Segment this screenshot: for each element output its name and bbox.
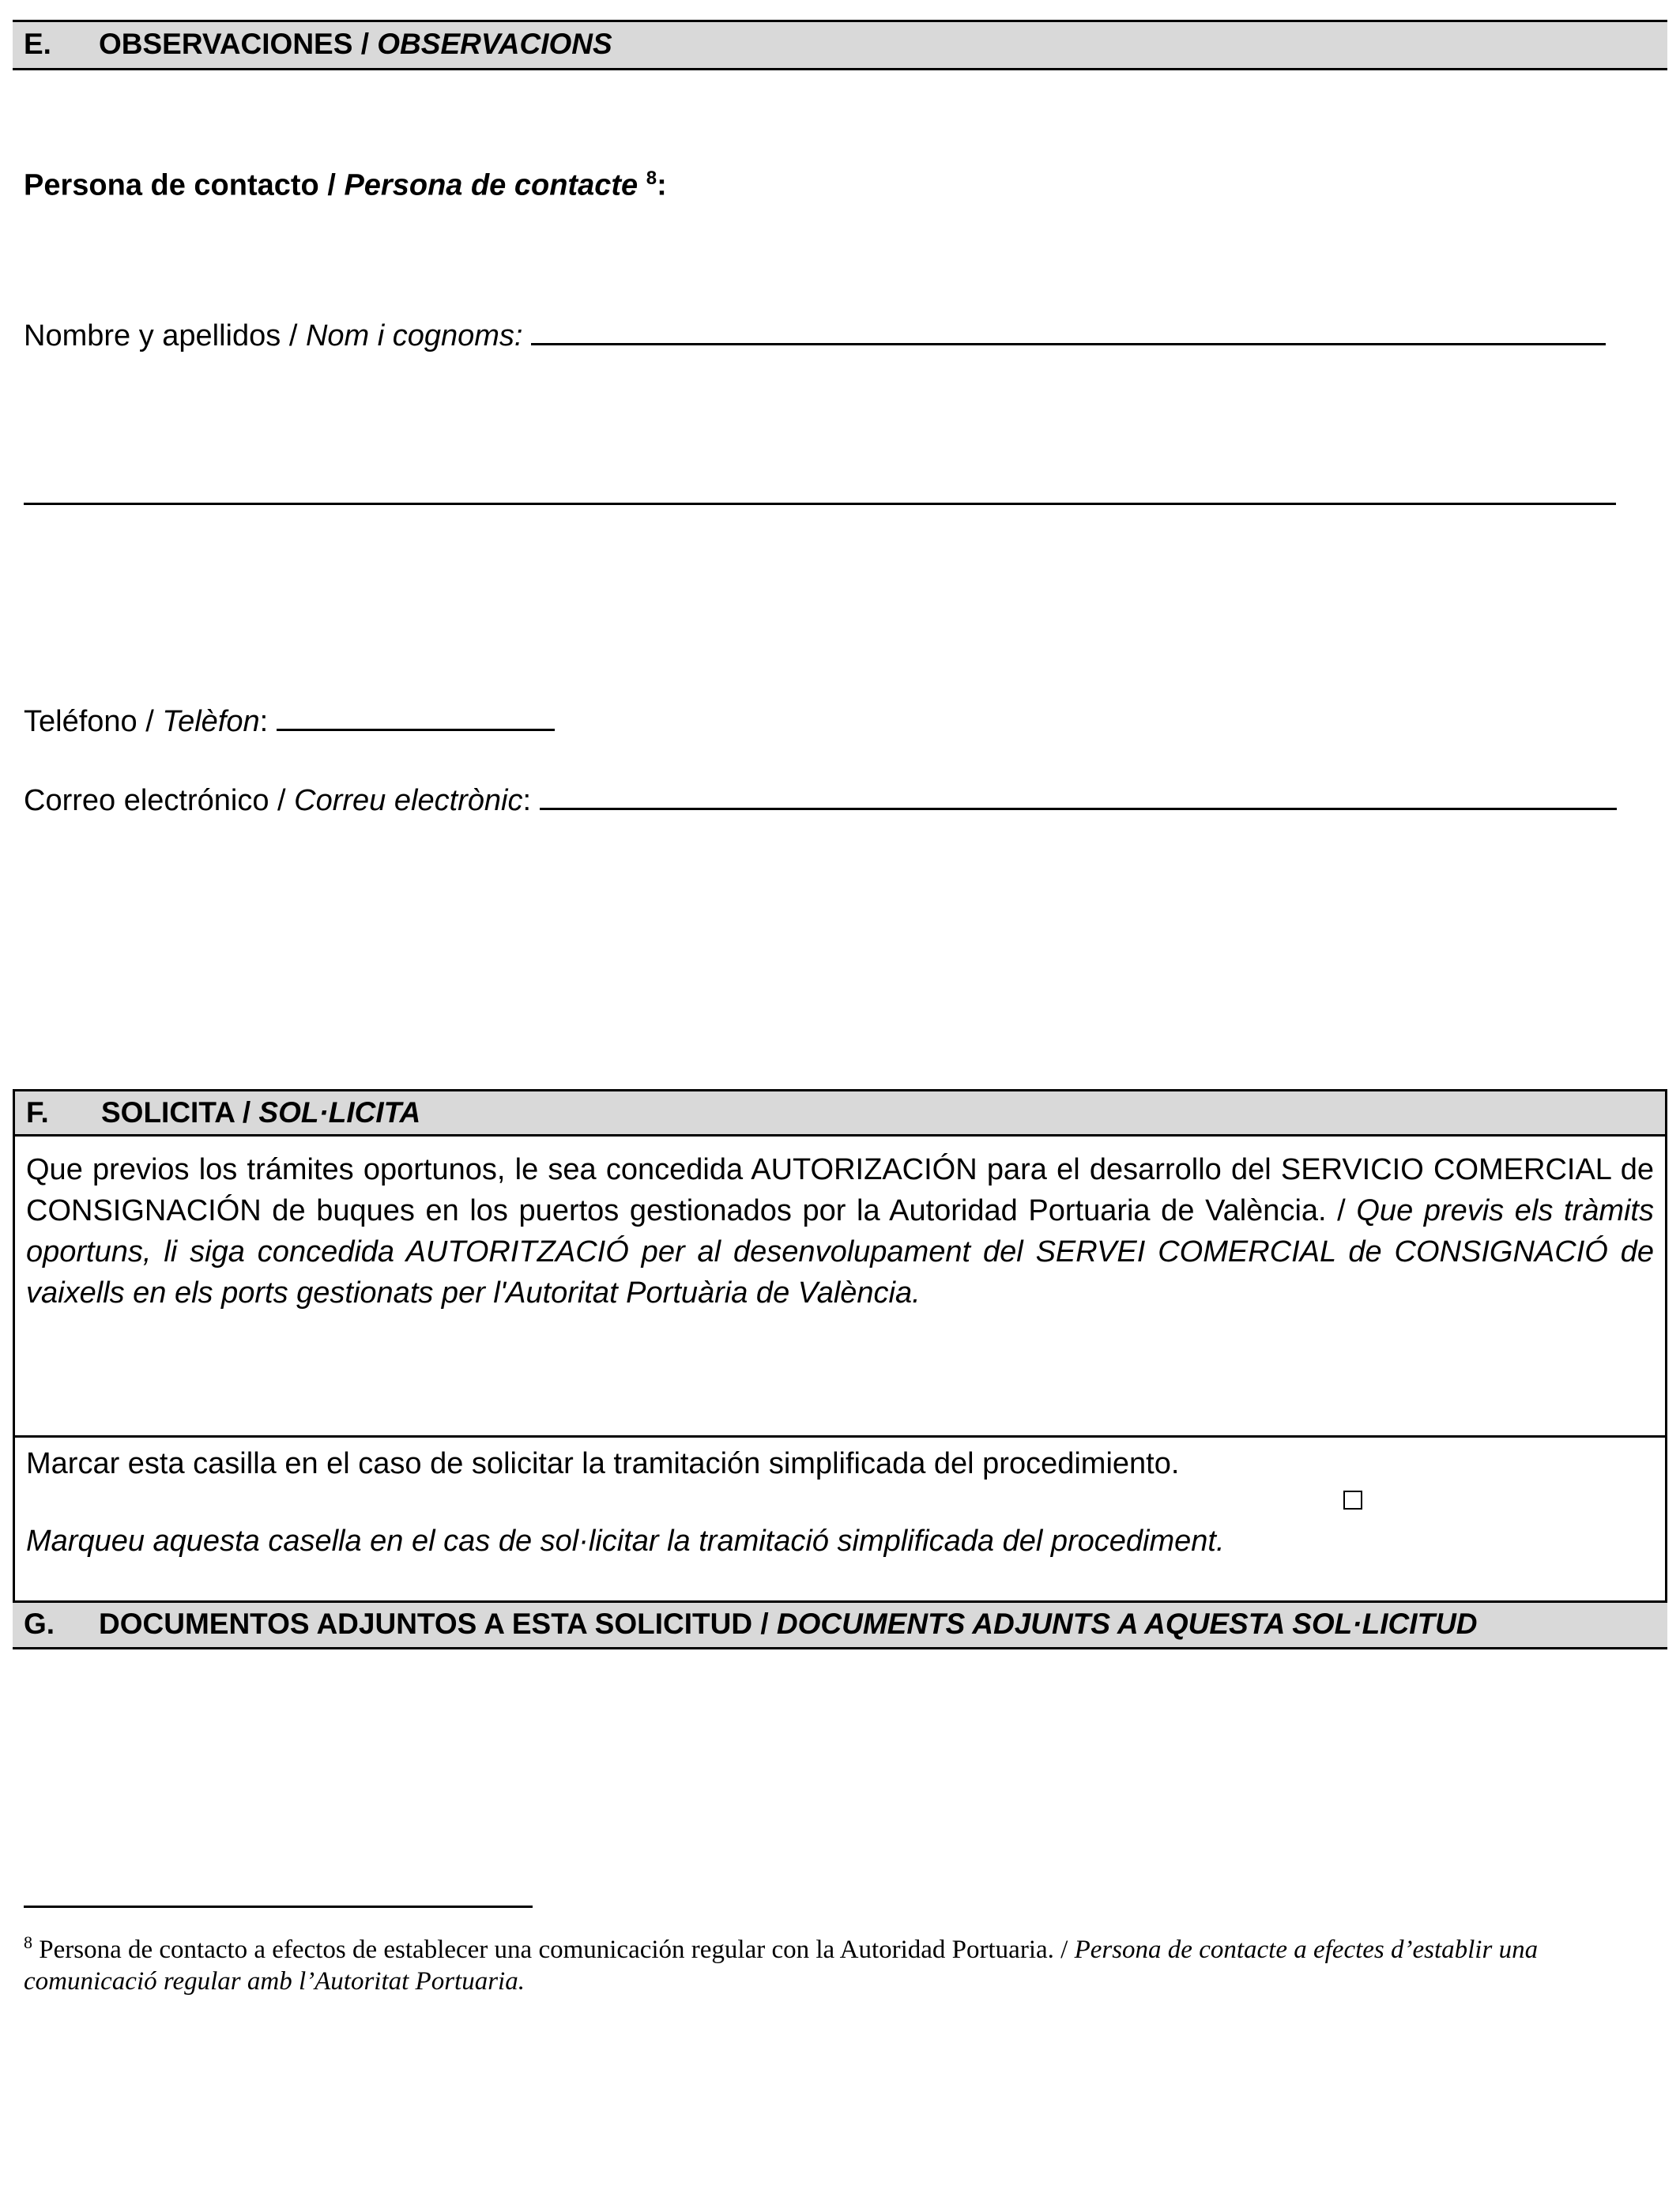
section-f-title: SOLICITA /	[101, 1096, 259, 1129]
phone-input[interactable]	[277, 702, 555, 731]
contact-heading-es: Persona de contacto /	[24, 168, 345, 202]
footnote	[24, 1927, 1652, 1997]
phone-field-row	[24, 702, 555, 739]
name-field-row	[24, 316, 1606, 353]
footnote-separator	[24, 1906, 533, 1908]
footnote-ref: 8	[646, 168, 657, 189]
request-text-va: Que previs els tràmits oportuns, li siga concedida AUTORITZACIÓ per al desenvolupament del SERVEI COMERCIAL de CONSIGNACIÓ de vaixells en els ports gestionats per l'Autoritat Portuària de València.	[26, 1194, 1654, 1310]
request-paragraph	[26, 1149, 1654, 1314]
section-g-letter: G.	[24, 1608, 55, 1640]
footnote-number: 8	[24, 1932, 32, 1952]
name-label: Nombre y apellidos /	[24, 319, 306, 352]
footnote-text-va: Persona de contacte a efectes d’establir una comunicació regular amb l’Autoritat Portuaria.	[24, 1936, 1539, 1996]
name-input-continuation-line[interactable]	[24, 503, 1616, 505]
section-e-title-valencian: OBSERVACIONS	[377, 28, 612, 60]
section-e-title: OBSERVACIONES /	[99, 28, 378, 60]
phone-label-va: Telèfon	[162, 705, 260, 738]
email-label-va: Correu electrònic	[294, 784, 523, 817]
section-g-header	[13, 1600, 1667, 1649]
email-field-row	[24, 781, 1617, 818]
contact-heading-va: Persona de contacte	[344, 168, 646, 202]
simplified-procedure-es: Marcar esta casilla en el caso de solicitar la tramitación simplificada del procedimiento.	[26, 1447, 1180, 1480]
simplified-procedure-va-text: Marqueu aquesta casella en el cas de sol·licitar la tramitació simplificada del procediment.	[26, 1525, 1225, 1558]
section-f-divider	[15, 1435, 1665, 1438]
phone-label-colon: :	[259, 705, 269, 738]
section-f-letter: F.	[26, 1096, 49, 1129]
contact-heading	[24, 161, 667, 203]
section-f-box	[13, 1089, 1667, 1603]
name-label-va: Nom i cognoms:	[305, 319, 523, 352]
section-e-header	[13, 20, 1667, 70]
phone-label: Teléfono /	[24, 705, 163, 738]
section-g-title-valencian: DOCUMENTS ADJUNTS A AQUESTA SOL·LICITUD	[776, 1608, 1478, 1640]
request-text-es: Que previos los trámites oportunos, le sea concedida AUTORIZACIÓN para el desarrollo del SERVICIO COMERCIAL de CONSIGNACIÓN de buques en los puertos gestionados por la Autoridad Portuaria de València. /	[26, 1153, 1654, 1227]
email-input[interactable]	[540, 781, 1617, 810]
footnote-text-es: Persona de contacto a efectos de establecer una comunicación regular con la Autoridad Portuaria. /	[32, 1936, 1075, 1964]
contact-heading-colon: :	[657, 168, 667, 202]
email-label: Correo electrónico /	[24, 784, 295, 817]
email-label-colon: :	[522, 784, 532, 817]
simplified-procedure-va	[26, 1524, 1225, 1559]
section-f-title-valencian: SOL·LICITA	[258, 1096, 421, 1129]
simplified-procedure-checkbox[interactable]	[1343, 1491, 1362, 1510]
section-g-title: DOCUMENTOS ADJUNTOS A ESTA SOLICITUD /	[99, 1608, 777, 1640]
section-e-letter: E.	[24, 28, 51, 60]
name-input[interactable]	[531, 316, 1606, 345]
